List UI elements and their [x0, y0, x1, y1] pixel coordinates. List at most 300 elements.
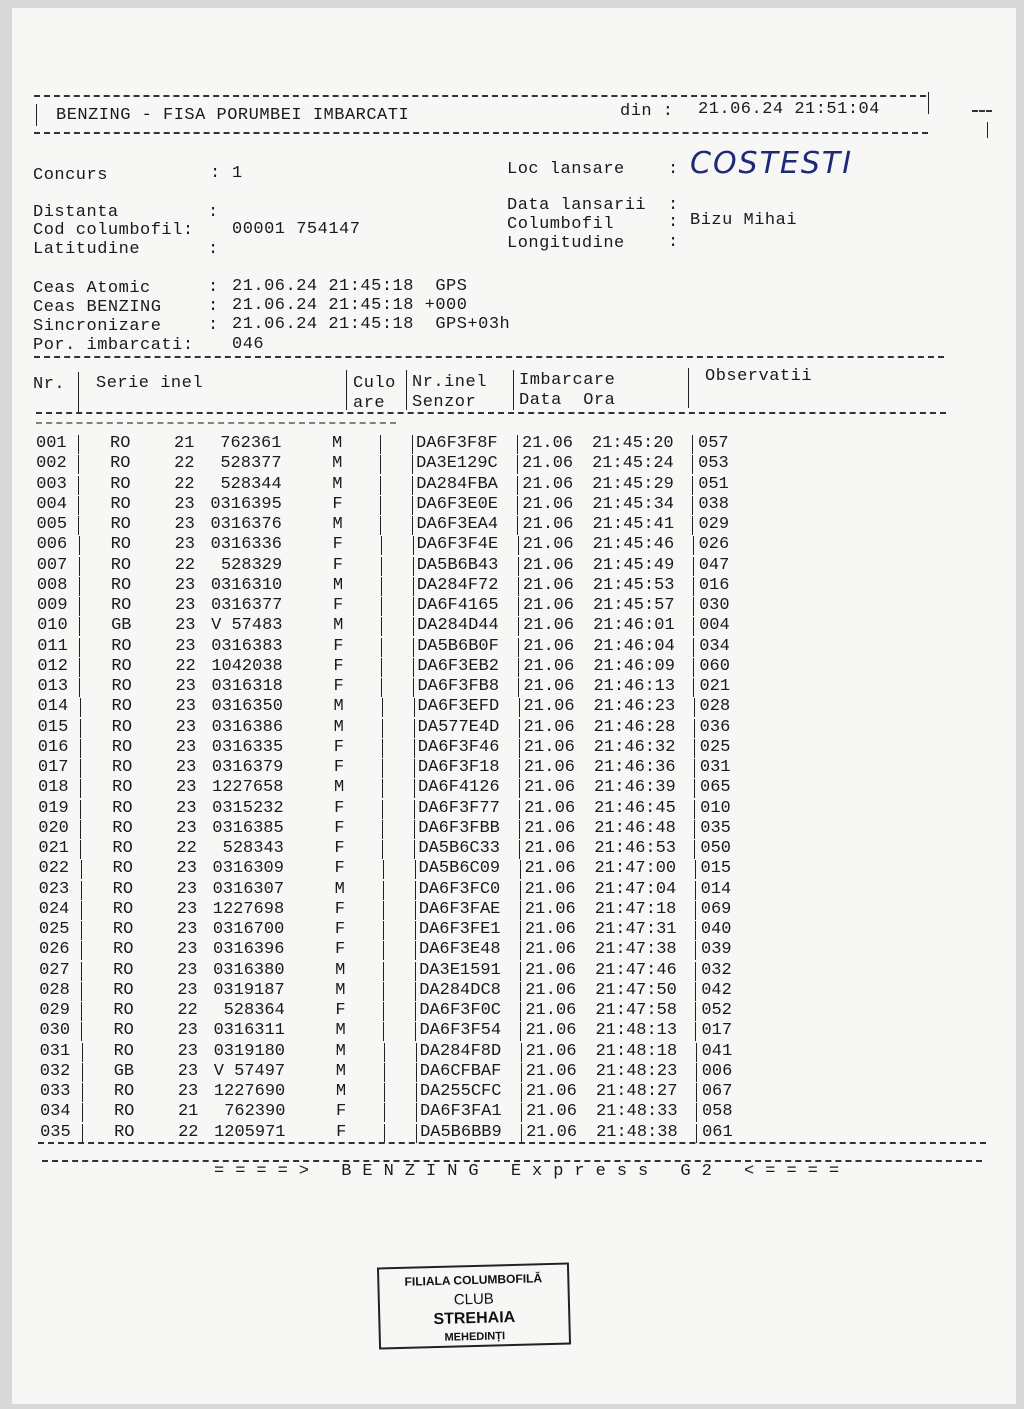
sensor-id: DA5B6C09: [418, 859, 501, 879]
ring-year: 23: [177, 1021, 198, 1041]
basket-date: 21.06: [523, 737, 575, 757]
senzor-right-divider: [519, 779, 520, 798]
basket-time: 21:46:09: [593, 656, 675, 676]
observation: 058: [701, 1102, 733, 1122]
ring-country: RO: [113, 980, 134, 1000]
longitudine-label: Longitudine: [507, 234, 625, 253]
table-header-rule: [36, 412, 946, 414]
observation: 057: [698, 434, 729, 453]
ring-year: 23: [176, 778, 197, 798]
ring-country: RO: [113, 1041, 134, 1061]
nr-divider: [80, 719, 81, 738]
sincronizare-colon: :: [208, 316, 219, 335]
ring-country: RO: [113, 1082, 135, 1102]
basket-time: 21:45:46: [592, 535, 675, 555]
ceas-atomic-label: Ceas Atomic: [33, 279, 151, 298]
ring-number: 528344: [220, 474, 282, 494]
sensor-id: DA284D44: [417, 616, 499, 636]
sensor-id: DA284DC8: [419, 980, 501, 1000]
sensor-id: DA6F3FE1: [418, 920, 501, 940]
nr-divider: [78, 496, 79, 515]
margin-mark: [972, 110, 992, 112]
col-header-imbarcare: Imbarcare: [519, 371, 616, 390]
observation: 067: [701, 1082, 733, 1102]
time-divider: [693, 536, 694, 555]
basket-time: 21:48:38: [596, 1122, 678, 1142]
basket-time: 21:47:50: [595, 980, 677, 1000]
senzor-right-divider: [517, 516, 518, 535]
observation: 035: [700, 818, 731, 838]
time-divider: [694, 739, 695, 758]
row-number: 013: [37, 677, 69, 697]
ring-year: 23: [176, 798, 197, 818]
ring-year: 22: [177, 1001, 198, 1021]
observation: 053: [698, 454, 729, 474]
ring-year: 23: [177, 940, 198, 960]
ring-country: GB: [113, 1061, 135, 1081]
senzor-right-divider: [518, 638, 519, 657]
ring-number: 0316309: [212, 859, 284, 879]
senzor-left-divider: [414, 779, 415, 798]
ring-number: 0319187: [213, 980, 285, 1000]
distanta-label: Distanta: [33, 203, 119, 222]
senzor-left-divider: [413, 557, 414, 576]
observation: 052: [701, 1001, 732, 1021]
sex-divider: [384, 1103, 385, 1122]
time-divider: [694, 719, 695, 738]
ring-country: RO: [111, 697, 132, 717]
ring-year: 22: [175, 656, 196, 676]
basket-date: 21.06: [525, 1021, 577, 1041]
document-title: BENZING - FISA PORUMBEI IMBARCATI: [56, 106, 410, 125]
ring-year: 23: [176, 859, 197, 879]
ring-country: RO: [110, 555, 132, 575]
sincronizare-value: 21.06.24 21:45:18 GPS+03h: [232, 315, 511, 334]
sex-divider: [382, 779, 383, 798]
col-header-observatii: Observatii: [705, 367, 813, 386]
senzor-right-divider: [519, 759, 520, 778]
ring-country: RO: [112, 899, 134, 919]
senzor-left-divider: [412, 496, 413, 515]
row-number: 006: [36, 535, 68, 555]
sex: F: [334, 798, 345, 818]
ring-country: RO: [111, 656, 132, 676]
senzor-right-divider: [519, 800, 520, 819]
ring-number: 528329: [220, 555, 283, 575]
sex-divider: [381, 678, 382, 697]
basket-date: 21.06: [523, 758, 575, 778]
ring-number: 0316383: [211, 636, 283, 656]
nr-divider: [78, 476, 79, 495]
ring-country: RO: [112, 798, 133, 818]
ceas-atomic-value: 21.06.24 21:45:18 GPS: [232, 277, 468, 296]
row-number: 033: [39, 1082, 71, 1102]
observation: 014: [700, 879, 732, 899]
ring-year: 23: [177, 1041, 198, 1061]
ring-number: 528343: [222, 839, 284, 859]
sex-divider: [381, 577, 382, 596]
senzor-left-divider: [415, 1002, 416, 1021]
senzor-left-divider: [413, 597, 414, 616]
row-number: 028: [39, 980, 70, 1000]
row-number: 010: [37, 616, 68, 636]
senzor-right-divider: [518, 577, 519, 596]
ring-number: 528364: [223, 1001, 285, 1021]
col-divider: [688, 368, 689, 408]
observation: 016: [698, 575, 730, 595]
sex: M: [333, 717, 344, 737]
row-number: 011: [37, 636, 68, 656]
col-divider: [406, 370, 407, 410]
ring-country: RO: [113, 1001, 134, 1021]
row-number: 016: [37, 737, 69, 757]
senzor-right-divider: [518, 597, 519, 616]
basket-date: 21.06: [525, 940, 577, 960]
nr-divider: [79, 658, 80, 677]
basket-date: 21.06: [522, 434, 574, 453]
basket-date: 21.06: [522, 575, 574, 595]
senzor-right-divider: [518, 678, 519, 697]
basket-date: 21.06: [522, 454, 574, 474]
club-stamp: [377, 1263, 571, 1350]
sensor-id: DA255CFC: [419, 1082, 502, 1102]
time-divider: [695, 921, 696, 940]
ring-number: 0316311: [213, 1021, 285, 1041]
row-number: 029: [39, 1001, 70, 1021]
nr-divider: [81, 901, 82, 920]
sex: F: [332, 535, 343, 555]
sex-divider: [381, 658, 382, 677]
row-number: 030: [39, 1021, 71, 1041]
sex: F: [332, 555, 343, 575]
sex: M: [335, 1061, 346, 1081]
row-number: 004: [36, 494, 67, 514]
row-number: 024: [38, 899, 70, 919]
ceas-benzing-value: 21.06.24 21:45:18 +000: [232, 296, 468, 315]
ring-year: 23: [174, 575, 196, 595]
nr-divider: [80, 840, 81, 859]
basket-time: 21:46:28: [593, 717, 676, 737]
ring-year: 23: [177, 960, 198, 980]
nr-divider: [79, 617, 80, 636]
sex-divider: [383, 962, 384, 981]
senzor-right-divider: [517, 476, 518, 495]
time-divider: [696, 1043, 697, 1062]
col-header-culoare-2: are: [353, 394, 386, 413]
sex-divider: [383, 860, 384, 879]
basket-date: 21.06: [522, 555, 574, 575]
sex: F: [333, 636, 344, 656]
basket-date: 21.06: [525, 1001, 577, 1021]
ring-number: 0316336: [210, 535, 283, 555]
basket-date: 21.06: [525, 980, 577, 1000]
nr-divider: [80, 698, 81, 717]
nr-divider: [80, 779, 81, 798]
observation: 036: [699, 717, 731, 737]
ring-year: 23: [176, 920, 198, 940]
basket-date: 21.06: [524, 879, 576, 899]
sex: M: [334, 778, 345, 798]
sensor-id: DA6F3F8F: [416, 434, 498, 453]
ring-number: 762390: [224, 1102, 286, 1122]
row-number: 035: [40, 1122, 71, 1142]
sex-divider: [381, 597, 382, 616]
senzor-right-divider: [518, 658, 519, 677]
sensor-id: DA5B6B43: [416, 555, 499, 575]
senzor-left-divider: [416, 1124, 417, 1143]
basket-time: 21:48:13: [595, 1021, 678, 1041]
basket-date: 21.06: [525, 1041, 577, 1061]
ring-year: 22: [174, 555, 196, 575]
ring-number: 0316380: [213, 960, 285, 980]
sensor-id: DA6F3EA4: [416, 515, 499, 534]
row-number: 023: [38, 879, 70, 899]
loc-lansare-label: Loc lansare: [507, 160, 625, 179]
ring-year: 23: [175, 737, 197, 757]
din-timestamp: 21.06.24 21:51:04: [698, 100, 880, 119]
ring-country: RO: [114, 1122, 135, 1142]
sex: M: [333, 616, 344, 636]
nr-divider: [79, 536, 80, 555]
basket-time: 21:47:46: [595, 960, 677, 980]
time-divider: [695, 881, 696, 900]
ring-country: RO: [110, 596, 132, 616]
ring-number: V 57483: [211, 616, 283, 636]
sex-divider: [382, 840, 383, 859]
observation: 047: [698, 555, 730, 575]
ring-number: 1227698: [212, 899, 285, 919]
ring-country: RO: [110, 535, 131, 555]
time-divider: [692, 435, 693, 454]
footer-banner: ====> BENZING Express G2 <====: [214, 1162, 851, 1181]
basket-date: 21.06: [523, 717, 575, 737]
nr-divider: [82, 1103, 83, 1122]
sex: F: [334, 920, 346, 940]
basket-time: 21:46:04: [593, 636, 675, 656]
col-header-nr: Nr.: [33, 375, 66, 394]
basket-date: 21.06: [523, 697, 575, 717]
loc-lansare-colon: :: [668, 160, 679, 179]
senzor-left-divider: [413, 577, 414, 596]
ring-number: 0316376: [210, 515, 282, 534]
observation: 050: [700, 839, 731, 859]
ceas-benzing-colon: :: [208, 297, 219, 316]
basket-date: 21.06: [522, 535, 574, 555]
distanta-colon: :: [208, 203, 219, 222]
observation: 061: [702, 1122, 733, 1142]
time-divider: [693, 597, 694, 616]
ring-country: RO: [113, 1021, 134, 1041]
observation: 032: [701, 960, 732, 980]
sensor-id: DA6F3F46: [417, 737, 500, 757]
time-divider: [696, 1124, 697, 1143]
ring-country: RO: [111, 737, 133, 757]
senzor-left-divider: [414, 698, 415, 717]
ring-year: 23: [175, 616, 196, 636]
time-divider: [695, 1022, 696, 1041]
ring-country: RO: [110, 474, 131, 494]
ring-year: 23: [174, 596, 196, 616]
senzor-right-divider: [520, 982, 521, 1001]
observation: 015: [700, 859, 732, 879]
sex-divider: [383, 881, 384, 900]
sensor-id: DA6F3F77: [418, 798, 500, 818]
senzor-left-divider: [412, 516, 413, 535]
ring-year: 23: [176, 818, 197, 838]
observation: 042: [701, 980, 732, 1000]
observation: 026: [698, 535, 730, 555]
basket-time: 21:47:31: [594, 920, 677, 940]
row-number: 005: [36, 515, 68, 534]
sex: M: [334, 879, 345, 899]
ring-country: RO: [113, 1102, 135, 1122]
senzor-left-divider: [414, 739, 415, 758]
row-number: 032: [39, 1061, 71, 1081]
basket-time: 21:46:39: [594, 778, 676, 798]
basket-date: 21.06: [524, 859, 576, 879]
ring-country: RO: [113, 960, 134, 980]
sex-divider: [380, 476, 381, 495]
sex: F: [334, 839, 345, 859]
sensor-id: DA6F3FB8: [417, 677, 500, 697]
basket-time: 21:47:58: [595, 1001, 677, 1021]
concurs-value: 1: [232, 164, 243, 183]
basket-time: 21:46:45: [594, 798, 676, 818]
longitudine-colon: :: [668, 233, 679, 252]
senzor-left-divider: [415, 860, 416, 879]
row-number: 002: [36, 454, 67, 474]
observation: 038: [698, 494, 729, 514]
ring-year: 23: [176, 899, 198, 919]
ring-number: 0316307: [212, 879, 285, 899]
observation: 025: [699, 737, 731, 757]
ring-year: 22: [176, 839, 197, 859]
basket-time: 21:46:32: [593, 737, 676, 757]
senzor-left-divider: [412, 455, 413, 474]
ring-number: 0316700: [212, 920, 285, 940]
nr-divider: [80, 800, 81, 819]
nr-divider: [82, 1063, 83, 1082]
sex: M: [332, 474, 343, 494]
observation: 031: [699, 758, 731, 778]
ring-number: 0316310: [210, 575, 283, 595]
header-top-rule: [34, 95, 926, 97]
margin-bar: [987, 122, 988, 138]
sincronizare-label: Sincronizare: [33, 317, 162, 336]
senzor-left-divider: [416, 1083, 417, 1102]
basket-time: 21:48:27: [595, 1082, 678, 1102]
senzor-left-divider: [413, 617, 414, 636]
senzor-left-divider: [416, 1063, 417, 1082]
basket-time: 21:46:36: [593, 758, 676, 778]
nr-divider: [82, 1043, 83, 1062]
nr-divider: [81, 1002, 82, 1021]
col-divider: [78, 372, 79, 412]
basket-date: 21.06: [524, 899, 576, 919]
basket-date: 21.06: [524, 818, 576, 838]
cod-columbofil-value: 00001 754147: [232, 220, 361, 239]
porumbei-imbarcati-label: Por. imbarcati:: [33, 336, 194, 355]
ring-number: 1227690: [213, 1082, 286, 1102]
ring-year: 23: [177, 1082, 199, 1102]
basket-date: 21.06: [522, 494, 574, 514]
porumbei-imbarcati-value: 046: [232, 335, 265, 354]
sex: F: [335, 1001, 346, 1021]
time-divider: [695, 982, 696, 1001]
ring-number: 1042038: [211, 656, 283, 676]
sex-divider: [381, 638, 382, 657]
senzor-right-divider: [517, 435, 518, 454]
ring-country: RO: [112, 920, 134, 940]
sensor-id: DA6F3FAE: [418, 899, 501, 919]
sex-divider: [384, 1043, 385, 1062]
row-number: 009: [36, 596, 68, 616]
row-number: 020: [38, 818, 69, 838]
sex-divider: [383, 982, 384, 1001]
sex-divider: [384, 1083, 385, 1102]
sensor-id: DA6F3F54: [419, 1021, 502, 1041]
ring-country: RO: [110, 434, 131, 453]
nr-divider: [81, 962, 82, 981]
senzor-left-divider: [414, 800, 415, 819]
row-number: 012: [37, 656, 68, 676]
nr-divider: [81, 860, 82, 879]
basket-date: 21.06: [522, 596, 574, 616]
sensor-id: DA6CFBAF: [419, 1061, 502, 1081]
row-number: 017: [37, 758, 69, 778]
sensor-id: DA6F3FA1: [419, 1102, 502, 1122]
sensor-id: DA6F3F0C: [419, 1001, 501, 1021]
row-number: 027: [39, 960, 70, 980]
time-divider: [696, 1083, 697, 1102]
table-header-rule-2: [36, 422, 396, 424]
basket-date: 21.06: [525, 1061, 577, 1081]
sex-divider: [382, 739, 383, 758]
col-divider: [513, 370, 514, 410]
loc-lansare-handwritten: COSTESTI: [690, 146, 854, 181]
sex-divider: [380, 516, 381, 535]
sensor-id: DA6F3F4E: [416, 535, 499, 555]
ring-year: 22: [178, 1122, 199, 1142]
sex: M: [333, 697, 344, 717]
observation: 017: [701, 1021, 733, 1041]
senzor-left-divider: [413, 638, 414, 657]
basket-time: 21:46:01: [593, 616, 675, 636]
basket-date: 21.06: [523, 616, 575, 636]
time-divider: [692, 496, 693, 515]
ring-year: 22: [174, 474, 195, 494]
ring-year: 23: [175, 758, 197, 778]
basket-time: 21:48:18: [595, 1041, 678, 1061]
basket-date: 21.06: [524, 839, 576, 859]
senzor-left-divider: [416, 1043, 417, 1062]
latitudine-colon: :: [208, 240, 219, 259]
sex: M: [332, 454, 343, 474]
time-divider: [693, 577, 694, 596]
senzor-right-divider: [519, 820, 520, 839]
sex-divider: [381, 557, 382, 576]
nr-divider: [79, 577, 80, 596]
sensor-id: DA6F3E48: [419, 940, 501, 960]
data-lansarii-label: Data lansarii: [507, 196, 647, 215]
row-number: 008: [36, 575, 68, 595]
nr-divider: [81, 881, 82, 900]
basket-time: 21:45:34: [592, 494, 674, 514]
row-number: 021: [38, 839, 69, 859]
sensor-id: DA6F3EFD: [417, 697, 500, 717]
ring-country: RO: [112, 859, 133, 879]
senzor-left-divider: [416, 1103, 417, 1122]
